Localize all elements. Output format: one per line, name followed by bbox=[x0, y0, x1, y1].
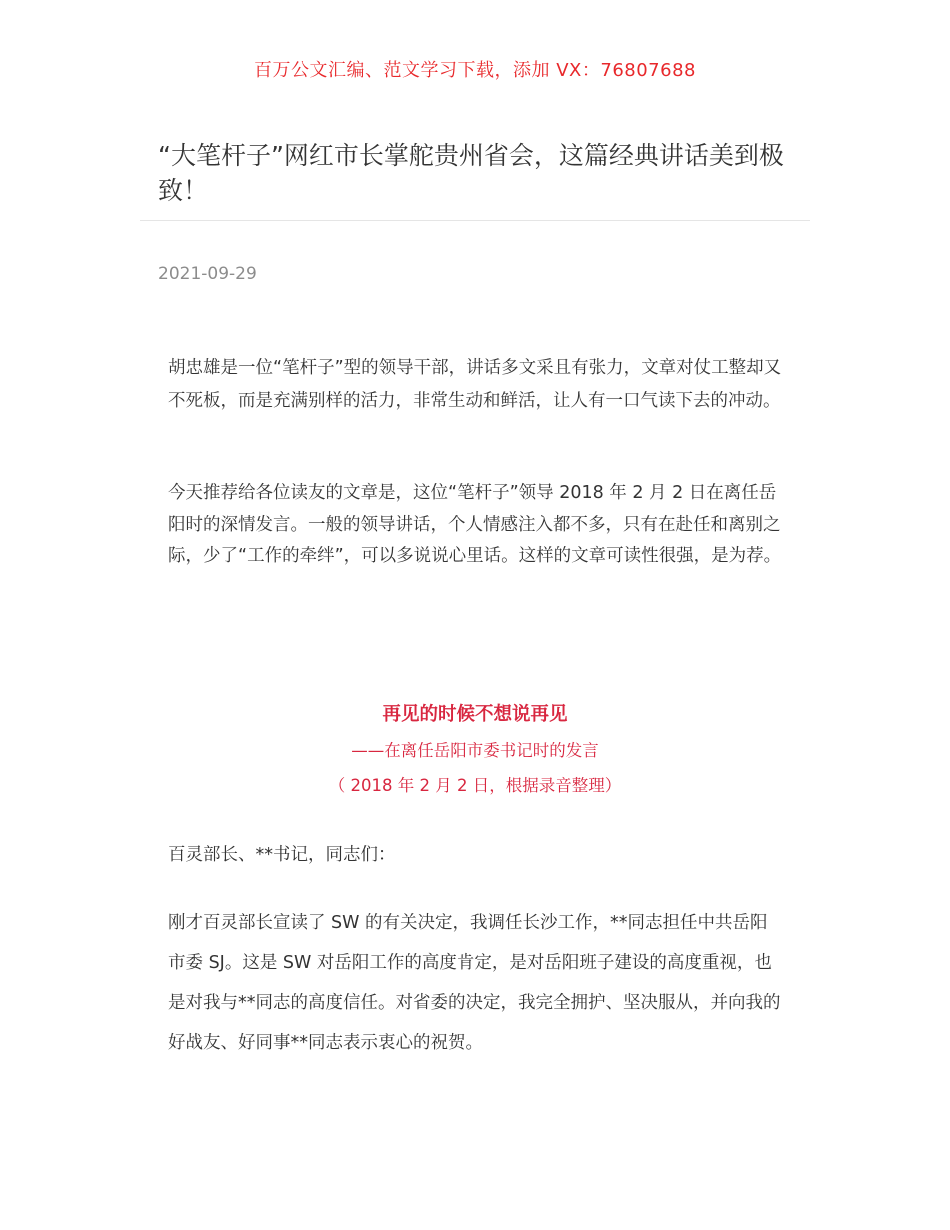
speech-subtitle: ——在离任岳阳市委书记时的发言 bbox=[351, 741, 599, 760]
speech-date-note: （ 2018 年 2 月 2 日，根据录音整理） bbox=[328, 776, 622, 795]
speech-greeting: 百灵部长、**书记，同志们： bbox=[168, 845, 396, 865]
intro-paragraph-1: 胡忠雄是一位“笔杆子”型的领导干部，讲话多文采且有张力，文章对仗工整却又不死板，而是充满别样的活力，非常生动和鲜活，让人有一口气读下去的冲动。 bbox=[168, 358, 782, 411]
speech-paragraph-1: 刚才百灵部长宣读了 SW 的有关决定，我调任长沙工作，**同志担任中共岳阳市委 SJ。这是 SW 对岳阳工作的高度肯定，是对岳阳班子建设的高度重视，也是对我与**同志的高度信任。对省委的决定，我完全拥护、坚决服从，并向我的好战友、好同事**同志表示衷心的祝贺。 bbox=[168, 913, 781, 1053]
speech-title: 再见的时候不想说再见 bbox=[382, 704, 568, 725]
intro-paragraph-2: 今天推荐给各位读友的文章是，这位“笔杆子”领导 2018 年 2 月 2 日在离任岳阳时的深情发言。一般的领导讲话，个人情感注入都不多，只有在赴任和离别之际，少了“工作的牵绊”，可以多说说心里话。这样的文章可读性很强，是为荐。 bbox=[168, 483, 782, 566]
title-divider bbox=[140, 220, 810, 221]
promo-banner: 百万公文汇编、范文学习下载，添加 VX：76807688 bbox=[254, 60, 696, 81]
publish-date: 2021-09-29 bbox=[158, 264, 257, 284]
article-title: “大笔杆子”网红市长掌舵贵州省会，这篇经典讲话美到极致！ bbox=[158, 141, 784, 205]
